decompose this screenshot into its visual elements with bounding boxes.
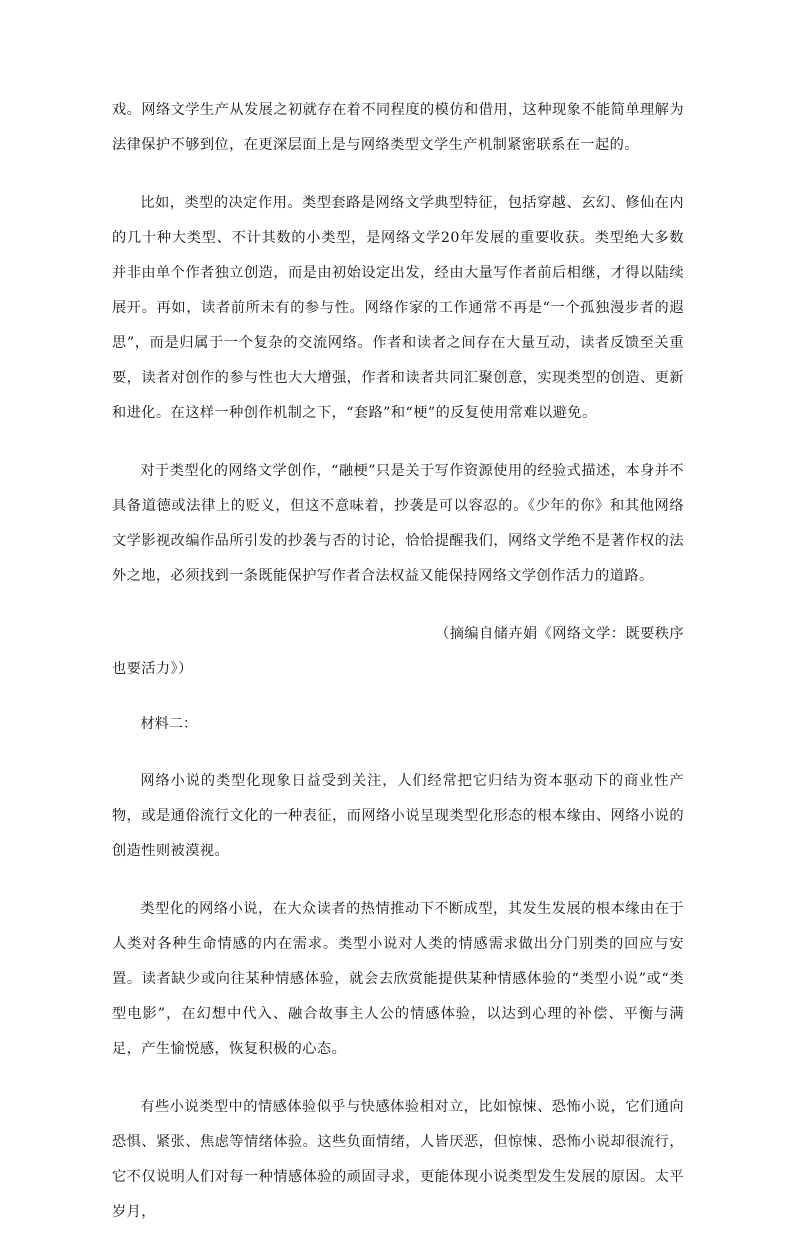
paragraph-type-decisive-role: 比如，类型的决定作用。类型套路是网络文学典型特征，包括穿越、玄幻、修仙在内的几十种大类型、不计其数的小类型，是网络文学20年发展的重要收获。类型绝大多数并非由单个作者独立创造，而是由初始设定出发，经由大量写作者前后相继，才得以陆续展开。再如，读者前所未有的参与性。网络作家的工作通常不再是“一个孤独漫步者的遐思”，而是归属于一个复杂的交流网络。作者和读者之间存在大量互动，读者反馈至关重要，读者对创作的参与性也大大增强，作者和读者共同汇聚创意，实现类型的创造、更新和进化。在这样一种创作机制之下，“套路”和“梗”的反复使用常难以避免。 [112, 195, 684, 421]
document-page [112, 93, 684, 1253]
source-citation [112, 617, 684, 687]
material-two-heading: 材料二： [140, 716, 198, 732]
paragraph-rongeng: 对于类型化的网络文学创作，“融梗”只是关于写作资源使用的经验式描述，本身并不具备道德或法律上的贬义，但这不意味着，抄袭是可以容忍的。《少年的你》和其他网络文学影视改编作品所引发的抄袭与否的讨论，恰恰提醒我们，网络文学绝不是著作权的法外之地，必须找到一条既能保护写作者合法权益又能保持网络文学创作活力的道路。 [112, 463, 684, 584]
source-citation-line2: 也要活力》） [112, 661, 193, 677]
paragraph-typification: 网络小说的类型化现象日益受到关注，人们经常把它归结为资本驱动下的商业性产物，或是通俗流行文化的一种表征，而网络小说呈现类型化形态的根本缘由、网络小说的创造性则被漠视。 [112, 773, 684, 859]
paragraph-emotional-needs: 类型化的网络小说，在大众读者的热情推动下不断成型，其发生发展的根本缘由在于人类对各种生命情感的内在需求。类型小说对人类的情感需求做出分门别类的回应与安置。读者缺少或向往某种情感体验，就会去欣赏能提供某种情感体验的“类型小说”或“类型电影”，在幻想中代入、融合故事主人公的情感体验，以达到心理的补偿、平衡与满足，产生愉悦感，恢复积极的心态。 [112, 901, 684, 1057]
paragraph-continuation: 戏。网络文学生产从发展之初就存在着不同程度的模仿和借用，这种现象不能简单理解为法律保护不够到位，在更深层面上是与网络类型文学生产机制紧密联系在一起的。 [112, 102, 684, 153]
source-citation-line1: （摘编自储卉娟《网络文学：既要秩序 [435, 626, 684, 642]
paragraph-horror-genre: 有些小说类型中的情感体验似乎与快感体验相对立，比如惊悚、恐怖小说，它们通向恐惧、紧张、焦虑等情绪体验。这些负面情绪，人皆厌恶，但惊悚、恐怖小说却很流行，它不仅说明人们对每一种情感体验的顽固寻求，更能体现小说类型发生发展的原因。太平岁月， [112, 1099, 684, 1220]
